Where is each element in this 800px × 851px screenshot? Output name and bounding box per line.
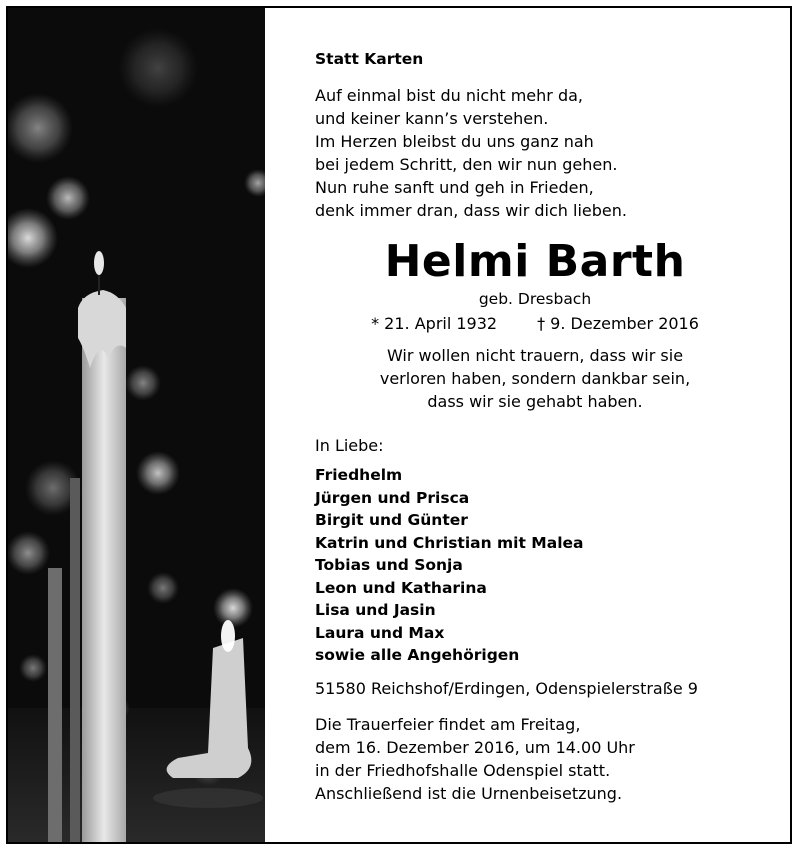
- birth-date: * 21. April 1932: [371, 314, 498, 333]
- life-dates: [315, 314, 755, 333]
- family-member: Tobias und Sonja: [315, 556, 463, 574]
- address: 51580 Reichshof/Erdingen, Odenspielerstraße 9: [315, 679, 698, 698]
- family-member: Jürgen und Prisca: [315, 488, 470, 507]
- obituary-text: [315, 8, 775, 842]
- poem-line: Nun ruhe sanft und geh in Frieden,: [315, 178, 594, 197]
- family-member: Friedhelm: [315, 466, 403, 484]
- quote-line: verloren haben, sondern dankbar sein,: [379, 369, 691, 388]
- quote-line: dass wir sie gehabt haben.: [427, 392, 643, 411]
- quote-line: Wir wollen nicht trauern, dass wir sie: [386, 346, 684, 365]
- poem-line: denk immer dran, dass wir dich lieben.: [315, 201, 627, 220]
- family-member: Lisa und Jasin: [315, 601, 436, 619]
- poem: [315, 84, 627, 222]
- service-info: [315, 713, 635, 805]
- quote: [315, 344, 755, 413]
- family-member: sowie alle Angehörigen: [315, 646, 520, 664]
- poem-line: Auf einmal bist du nicht mehr da,: [315, 86, 583, 105]
- in-love-label: In Liebe:: [315, 436, 384, 455]
- service-line: Die Trauerfeier findet am Freitag,: [315, 715, 581, 734]
- poem-line: Im Herzen bleibst du uns ganz nah: [315, 132, 594, 151]
- service-line: in der Friedhofshalle Odenspiel statt.: [315, 761, 611, 780]
- family-member: Birgit und Günter: [315, 511, 468, 529]
- deceased-name: Helmi Barth: [384, 236, 686, 287]
- poem-line: bei jedem Schritt, den wir nun gehen.: [315, 155, 618, 174]
- service-line: dem 16. Dezember 2016, um 14.00 Uhr: [315, 738, 635, 757]
- candles-photo: [8, 8, 265, 842]
- obituary-frame: [6, 6, 792, 844]
- poem-line: und keiner kann’s verstehen.: [315, 109, 549, 128]
- service-line: Anschließend ist die Urnenbeisetzung.: [315, 784, 623, 803]
- family-member: Katrin und Christian mit Malea: [315, 533, 584, 552]
- notice-heading: Statt Karten: [315, 50, 424, 68]
- family-member: Leon und Katharina: [315, 578, 487, 597]
- death-date: † 9. Dezember 2016: [537, 314, 699, 333]
- birth-name: geb. Dresbach: [478, 290, 592, 308]
- family-list: [315, 464, 583, 667]
- family-member: Laura und Max: [315, 623, 445, 642]
